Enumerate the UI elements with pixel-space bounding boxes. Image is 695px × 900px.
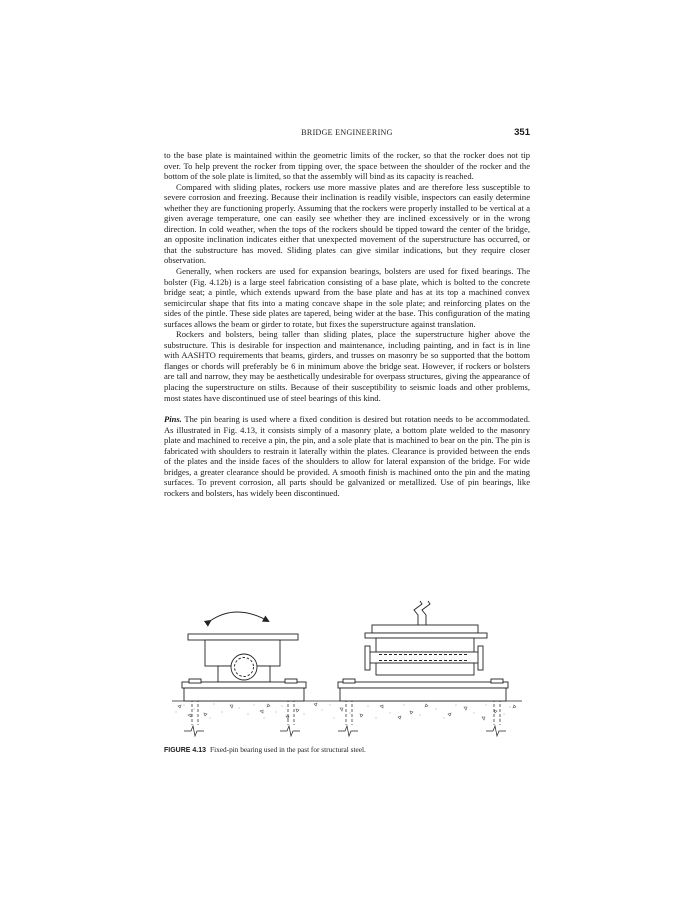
- bearing-side-elevation: [182, 612, 306, 701]
- figure-label: FIGURE 4.13: [164, 747, 207, 754]
- fixed-pin-bearing-drawing: [164, 597, 530, 743]
- concrete-seat: [172, 701, 522, 720]
- body-text: [164, 150, 530, 499]
- paragraph-rockers-vs-sliding-plates: Compared with sliding plates, rockers use more massive plates and are therefore less susceptible to severe corrosion and freezing. Because their inclination is readily visible, inspectors can easily determine whether they are functioning properly. Assuming that the rockers were properly installed to be vertical at a given average temperature, one can easily see whether they are inclined excessively or in the wrong direction. In cold weather, when the tops of the rockers should be tipped toward the center of the bridge, an opposite inclination indicates either that unexpected movement of the superstructure has occurred, or that the substructure has moved. Sliding plates can give similar indications, but they require closer observation.: [164, 181, 530, 266]
- figure-caption: [164, 745, 530, 754]
- paragraph-pins: [164, 414, 530, 498]
- pins-heading: Pins.: [164, 414, 182, 425]
- pins-text: The pin bearing is used where a fixed condition is desired but rotation needs to be accommodated. As illustrated in Fig. 4.13, it consists simply of a masonry plate, a bottom plate welded to the masonry plate and machined to receive a pin, the pin, and a sole plate that is machined to bear on the pin. The pin is fabricated with shoulders to restrain it laterally within the plates. Clearance is provided between the ends of the plates and the inside faces of the shoulders to allow for lateral expansion of the bridge. For wide bridges, a greater clearance should be provided. A smooth finish is machined onto the pin and the mating surfaces. To prevent corrosion, all parts should be galvanized or metallized. Use of pin bearings, like rockers and bolsters, has widely been discontinued.: [164, 414, 530, 498]
- page-header: [164, 127, 530, 141]
- paragraph-rocker-limits: to the base plate is maintained within the geometric limits of the rocker, so that the rocker does not tip over. To help prevent the rocker from tipping over, the space between the shoulder of the rocker and the bottom of the sole plate is limited, so that the assembly will bind as its capacity is reached.: [164, 150, 530, 182]
- figure-fixed-pin-bearing: [164, 597, 530, 743]
- figure-caption-text: Fixed-pin bearing used in the past for structural steel.: [210, 745, 366, 754]
- paragraph-rockers-and-bolsters: Rockers and bolsters, being taller than sliding plates, place the superstructure higher above the substructure. This is desirable for inspection and maintenance, including painting, and in fact is in line with AASHTO requirements that beams, girders, and trusses on masonry be so supported that the bottom flanges or chords will preferably be 6 in minimum above the bridge seat. However, if rockers or bolsters are tall and narrow, they may be aesthetically undesirable for overpass structures, giving the appearance of placing the superstructure on stilts. Because of their susceptibility to seismic loads and other problems, most states have discontinued use of steel bearings of this kind.: [164, 329, 530, 403]
- page-number: 351: [514, 127, 530, 138]
- paragraph-bolsters: Generally, when rockers are used for expansion bearings, bolsters are used for fixed bearings. The bolster (Fig. 4.12b) is a large steel fabrication consisting of a base plate, which is bolted to the concrete bridge seat; a pintle, which extends upward from the base plate and has at its top a machined convex semicircular shape that fits into a mating concave shape in the sole plate; and reinforcing plates on the sides of the pintle. These side plates are tapered, being wider at the base. This configuration of the mating surfaces allows the beam or girder to rotate, but fixes the superstructure against translation.: [164, 266, 530, 329]
- running-head: BRIDGE ENGINEERING: [301, 128, 393, 137]
- bearing-front-elevation: [338, 601, 508, 701]
